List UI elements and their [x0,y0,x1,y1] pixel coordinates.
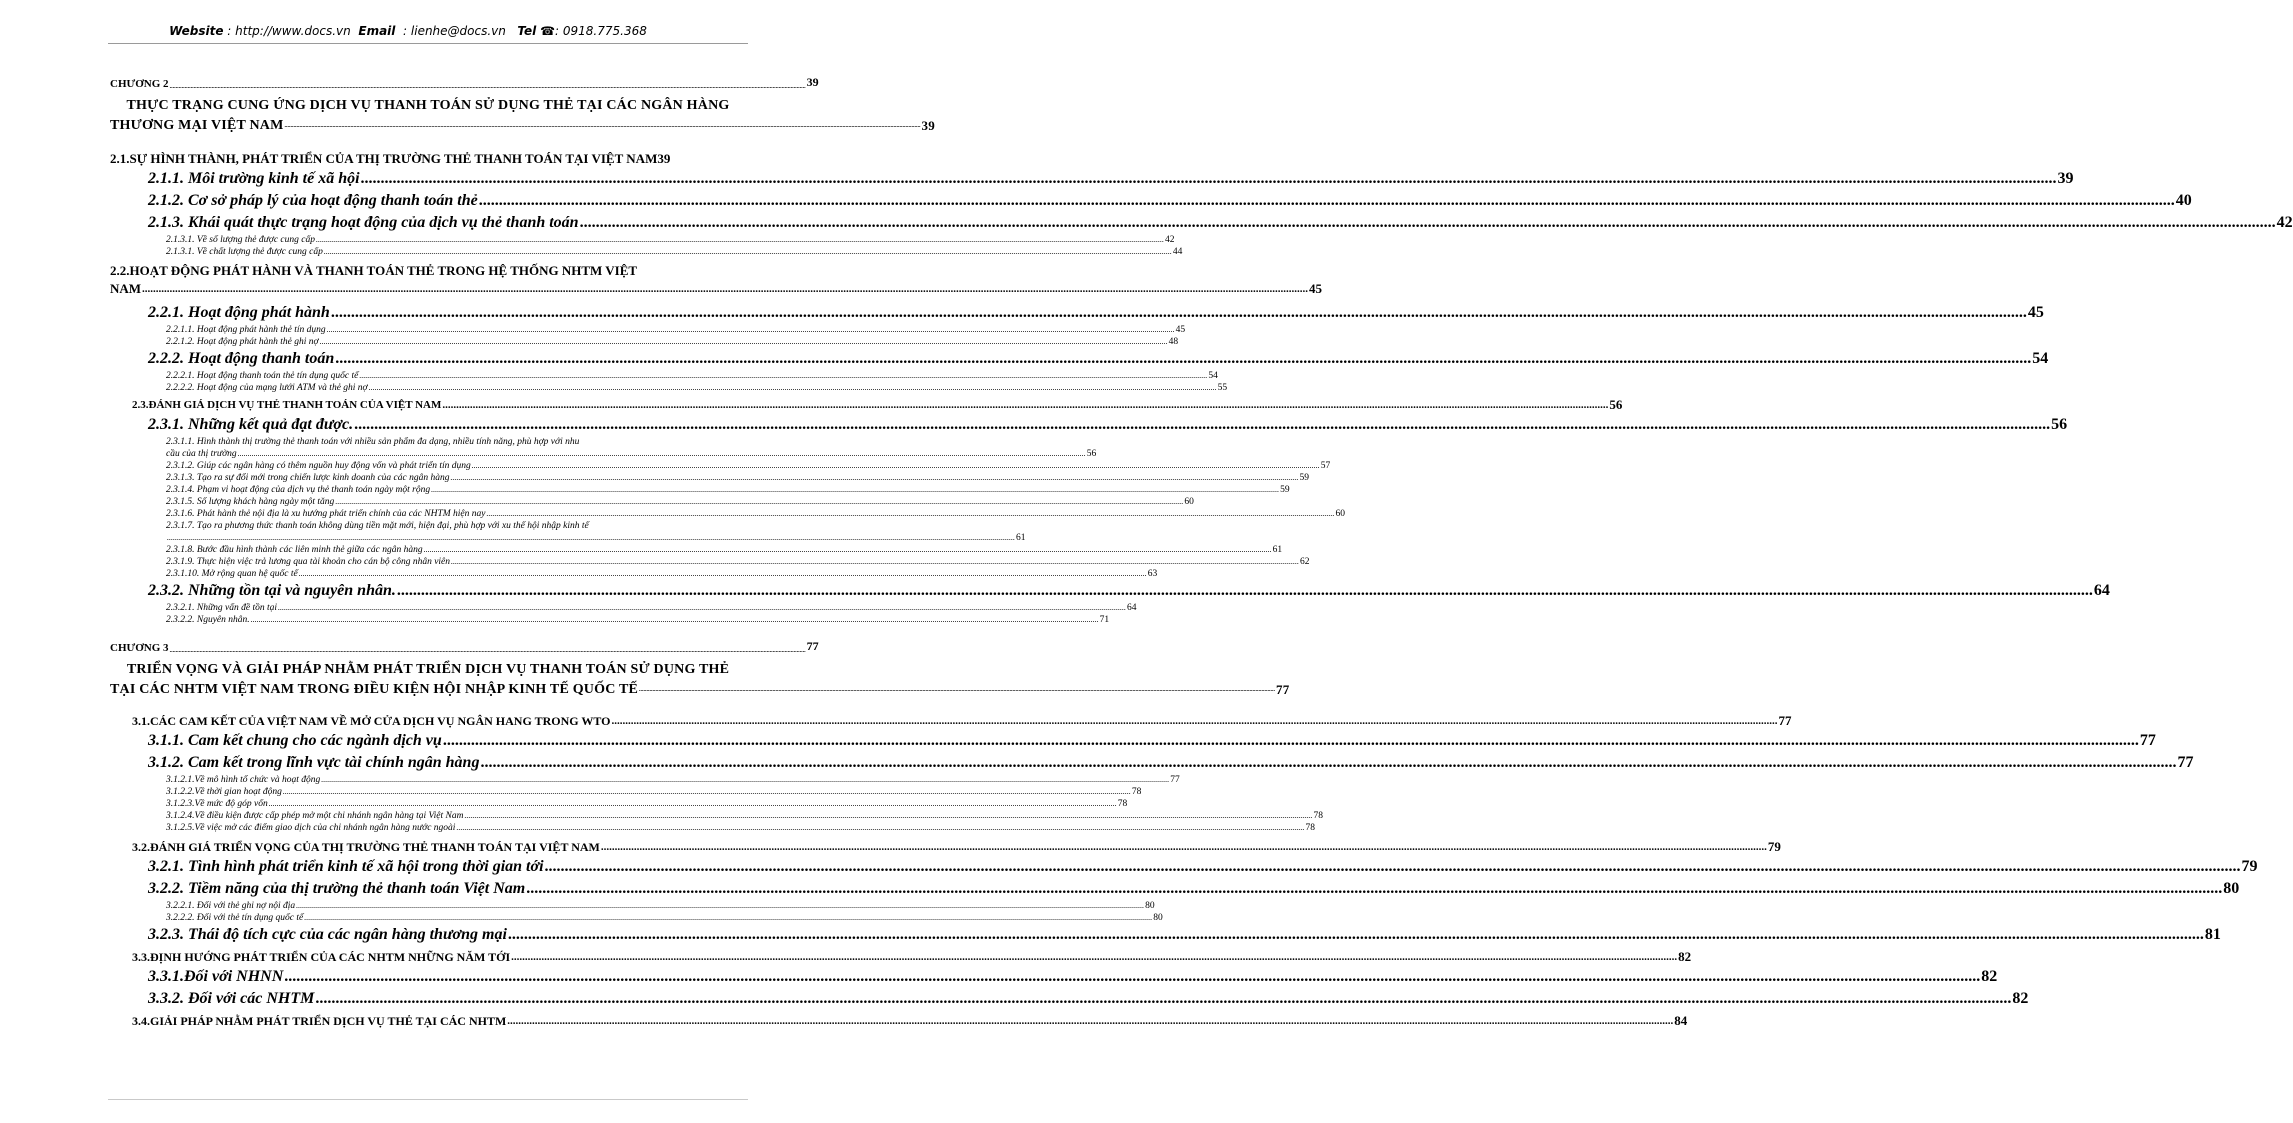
toc-section-2-1-3-1a[interactable]: 2.1.3.1. Về số lượng thẻ được cung cấp ..... 42 [166,234,746,246]
toc-section-3-2-3[interactable]: 3.2.3. Thái độ tích cực của các ngân hàng thương mại ..... 81 [148,924,746,946]
toc-section-3-4[interactable]: 3.4.GIẢI PHÁP NHẰM PHÁT TRIỂN DỊCH VỤ THẺ TẠI CÁC NHTM ..... 84 [132,1012,746,1030]
tel-value: : 0918.775.368 [555,24,647,38]
toc-section-2-3-1-9[interactable]: 2.3.1.9. Thực hiện việc trả lương qua tài khoản cho cán bộ công nhân viên ..... 62 [166,556,746,568]
toc-section-2-3-2-2[interactable]: 2.3.2.2. Nguyên nhân. ..... 71 [166,614,746,626]
toc-section-3-1-2-2[interactable]: 3.1.2.2. Về thời gian hoạt động ..... 78 [166,786,746,798]
toc-section-2-3-2[interactable]: 2.3.2. Những tồn tại và nguyên nhân. ..... 64 [148,580,746,602]
toc-section-2-2-2-2[interactable]: 2.2.2.2. Hoạt động của mạng lưới ATM và thẻ ghi nợ ..... 55 [166,382,746,394]
toc-section-3-2-2[interactable]: 3.2.2. Tiềm năng của thị trường thẻ thanh toán Việt Nam ..... 80 [148,878,746,900]
toc-section-2-3-1-8[interactable]: 2.3.1.8. Bước đầu hình thành các liên minh thẻ giữa các ngân hàng ..... 61 [166,544,746,556]
toc-section-2-1-3-1b[interactable]: 2.1.3.1. Về chất lượng thẻ được cung cấp ..... 44 [166,246,746,258]
tel-label: Tel [517,24,537,38]
toc-section-3-3[interactable]: 3.3.ĐỊNH HƯỚNG PHÁT TRIỂN CỦA CÁC NHTM NHỮNG NĂM TỚI ..... 82 [132,948,746,966]
toc-section-2-3-1-10[interactable]: 2.3.1.10. Mở rộng quan hệ quốc tế ..... 63 [166,568,746,580]
toc-section-3-2[interactable]: 3.2.ĐÁNH GIÁ TRIỂN VỌNG CỦA THỊ TRƯỜNG THẺ THANH TOÁN TẠI VIỆT NAM ..... 79 [132,838,746,856]
toc-section-3-1-2-4[interactable]: 3.1.2.4. Về điều kiện được cấp phép mở một chi nhánh ngân hàng tại Việt Nam ..... 78 [166,810,746,822]
toc-section-2-3-1-5[interactable]: 2.3.1.5. Số lượng khách hàng ngày một tăng ..... 60 [166,496,746,508]
table-of-contents [110,66,2293,1030]
toc-section-2-3-1-7[interactable]: 2.3.1.7. Tạo ra phương thức thanh toán không dùng tiền mặt mới, hiện đại, phù hợp với xu thế hội nhập kinh tế ..... 61 [166,520,746,544]
header-divider [108,43,748,44]
email-value: : lienhe@docs.vn [403,24,506,38]
website-value: : http://www.docs.vn [227,24,351,38]
toc-section-2-2-2-1[interactable]: 2.2.2.1. Hoạt động thanh toán thẻ tín dụng quốc tế ..... 54 [166,370,746,382]
toc-section-2-3-1-1[interactable]: 2.3.1.1. Hình thành thị trường thẻ thanh toán với nhiều sản phẩm đa dạng, nhiều tính năng, phù hợp với nhu cầu của thị trường ..... 56 [166,436,746,460]
toc-chapter-2[interactable]: CHƯƠNG 2 ..... 39 [110,72,746,90]
toc-section-2-3[interactable]: 2.3.ĐÁNH GIÁ DỊCH VỤ THẺ THANH TOÁN CỦA VIỆT NAM ..... 56 [132,396,746,414]
toc-section-2-3-1[interactable]: 2.3.1. Những kết quả đạt được. ..... 56 [148,414,746,436]
toc-chapter-2-title[interactable]: THỰC TRẠNG CUNG ỨNG DỊCH VỤ THANH TOÁN SỬ DỤNG THẺ TẠI CÁC NGÂN HÀNG THƯƠNG MẠI VIỆT NAM ..... 39 [110,96,746,136]
toc-section-2-1-1[interactable]: 2.1.1. Môi trường kinh tế xã hội ..... 39 [148,168,746,190]
toc-section-2-3-1-3[interactable]: 2.3.1.3. Tạo ra sự đổi mới trong chiến lược kinh doanh của các ngân hàng ..... 59 [166,472,746,484]
toc-section-3-3-2[interactable]: 3.3.2. Đối với các NHTM ..... 82 [148,988,746,1010]
toc-section-3-1-2-3[interactable]: 3.1.2.3. Về mức độ góp vốn ..... 78 [166,798,746,810]
toc-section-2-2-2[interactable]: 2.2.2. Hoạt động thanh toán ..... 54 [148,348,746,370]
toc-section-2-2[interactable]: 2.2.HOẠT ĐỘNG PHÁT HÀNH VÀ THANH TOÁN THẺ TRONG HỆ THỐNG NHTM VIỆT NAM ..... 45 [110,262,746,298]
toc-section-2-3-2-1[interactable]: 2.3.2.1. Những vấn đề tồn tại ..... 64 [166,602,746,614]
toc-chapter-3-title[interactable]: TRIỂN VỌNG VÀ GIẢI PHÁP NHẰM PHÁT TRIỂN DỊCH VỤ THANH TOÁN SỬ DỤNG THẺ TẠI CÁC NHTM VIỆT NAM TRONG ĐIỀU KIỆN HỘI NHẬP KINH TẾ QUỐC TẾ ..... 77 [110,660,746,700]
footer-divider [108,1099,748,1100]
page-header [0,24,816,38]
toc-section-3-2-1[interactable]: 3.2.1. Tình hình phát triển kinh tế xã hội trong thời gian tới ..... 79 [148,856,746,878]
toc-section-2-1[interactable]: 2.1.SỰ HÌNH THÀNH, PHÁT TRIỂN CỦA THỊ TRƯỜNG THẺ THANH TOÁN TẠI VIỆT NAM 39 [110,151,671,166]
toc-section-3-1-2-1[interactable]: 3.1.2.1. Về mô hình tổ chức và hoạt động ..... 77 [166,774,746,786]
toc-section-2-1-2[interactable]: 2.1.2. Cơ sở pháp lý của hoạt động thanh toán thẻ ..... 40 [148,190,746,212]
toc-section-2-1-3[interactable]: 2.1.3. Khái quát thực trạng hoạt động của dịch vụ thẻ thanh toán ..... 42 [148,212,746,234]
toc-section-2-3-1-2[interactable]: 2.3.1.2. Giúp các ngân hàng có thêm nguồn huy động vốn và phát triển tín dụng ..... 57 [166,460,746,472]
toc-section-3-3-1[interactable]: 3.3.1.Đối với NHNN ..... 82 [148,966,746,988]
email-label: Email [358,24,396,38]
toc-section-2-2-1[interactable]: 2.2.1. Hoạt động phát hành ..... 45 [148,302,746,324]
toc-section-3-1[interactable]: 3.1.CÁC CAM KẾT CỦA VIỆT NAM VỀ MỞ CỬA DỊCH VỤ NGÂN HANG TRONG WTO ..... 77 [132,712,746,730]
toc-section-2-2-1-2[interactable]: 2.2.1.2. Hoạt động phát hành thẻ ghi nợ ..... 48 [166,336,746,348]
toc-section-3-1-2-5[interactable]: 3.1.2.5. Về việc mở các điểm giao dịch của chi nhánh ngân hàng nước ngoài ..... 78 [166,822,746,834]
toc-section-3-1-2[interactable]: 3.1.2. Cam kết trong lĩnh vực tài chính ngân hàng ..... 77 [148,752,746,774]
toc-section-2-2-1-1[interactable]: 2.2.1.1. Hoạt động phát hành thẻ tín dụng ..... 45 [166,324,746,336]
phone-icon: ☎ [540,24,556,38]
toc-section-3-2-2-1[interactable]: 3.2.2.1. Đối với thẻ ghi nợ nội địa ..... 80 [166,900,746,912]
website-label: Website [169,24,224,38]
toc-section-2-3-1-4[interactable]: 2.3.1.4. Phạm vi hoạt động của dịch vụ thẻ thanh toán ngày một rộng ..... 59 [166,484,746,496]
toc-section-2-3-1-6[interactable]: 2.3.1.6. Phát hành thẻ nội địa là xu hướng phát triển chính của các NHTM hiện nay ..... 60 [166,508,746,520]
toc-section-3-1-1[interactable]: 3.1.1. Cam kết chung cho các ngành dịch vụ ..... 77 [148,730,746,752]
toc-chapter-3[interactable]: CHƯƠNG 3 ..... 77 [110,636,746,654]
toc-section-3-2-2-2[interactable]: 3.2.2.2. Đối với thẻ tín dụng quốc tế ..... 80 [166,912,746,924]
